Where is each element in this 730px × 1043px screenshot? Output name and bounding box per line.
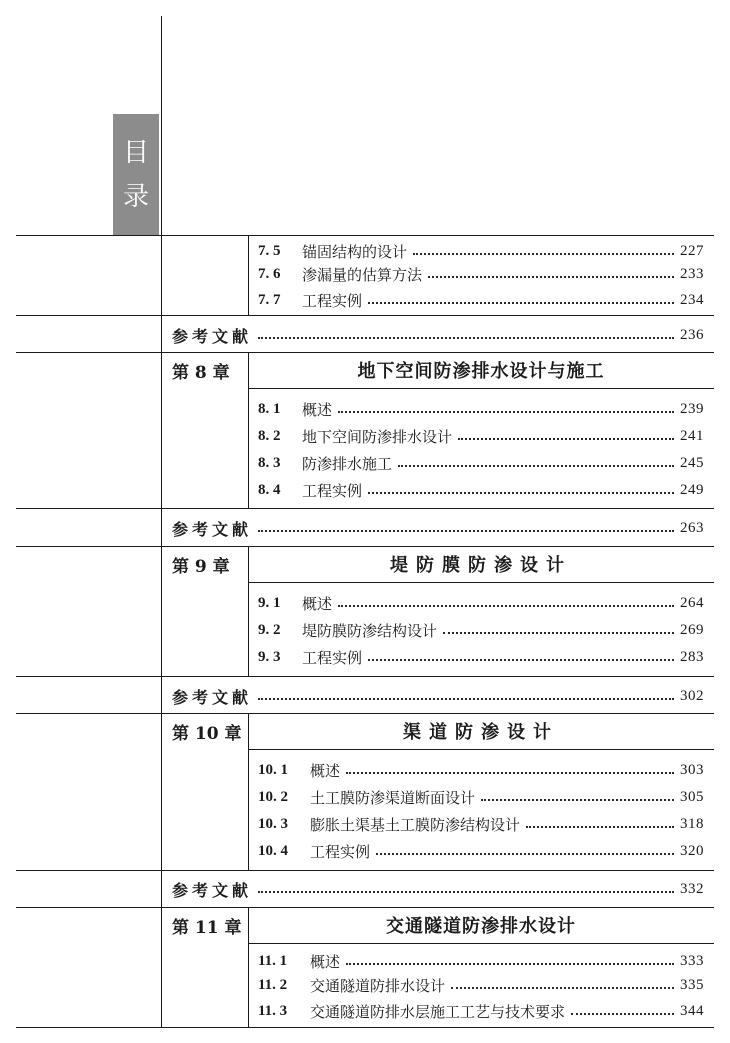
leader-dots <box>481 799 674 801</box>
page-number: 249 <box>680 481 704 498</box>
toc-entry[interactable] <box>258 646 704 668</box>
page-number: 263 <box>680 519 704 536</box>
section-number: 7. 5 <box>258 242 281 259</box>
references-title: 参考文献 <box>172 687 253 707</box>
toc-entry[interactable] <box>258 240 704 262</box>
chapter-title[interactable]: 渠道防渗设计 <box>403 722 559 743</box>
tab-char-1: 目 <box>122 137 149 168</box>
page-number: 233 <box>680 265 704 282</box>
toc-entry[interactable] <box>258 479 704 501</box>
section-title: 防渗排水施工 <box>302 454 393 473</box>
section-title: 土工膜防渗渠道断面设计 <box>310 788 476 807</box>
rule-ch10-bottom <box>248 749 714 750</box>
rule-top <box>16 235 714 236</box>
toc-entry[interactable] <box>258 1000 704 1022</box>
section-number: 8. 4 <box>258 481 281 498</box>
toc-entry[interactable] <box>258 950 704 972</box>
rule-ref9-top <box>16 676 714 677</box>
section-title: 工程实例 <box>302 291 363 310</box>
chapter-title[interactable]: 堤防膜防渗设计 <box>390 555 572 576</box>
rule-ch8-bottom <box>248 388 714 389</box>
toc-entry[interactable] <box>258 840 704 862</box>
section-title: 概述 <box>302 594 333 613</box>
section-title: 工程实例 <box>302 481 363 500</box>
chapter-label: 第 8 章 <box>172 362 230 383</box>
leader-dots <box>258 891 674 893</box>
tab-char-2: 录 <box>122 181 149 212</box>
references-title: 参考文献 <box>172 880 253 900</box>
chapter-label: 第 10 章 <box>172 723 242 744</box>
toc-entry[interactable] <box>258 592 704 614</box>
page-number: 318 <box>680 815 704 832</box>
section-number: 9. 2 <box>258 621 281 638</box>
page-number: 344 <box>680 1002 704 1019</box>
section-title: 膨胀土渠基土工膜防渗结构设计 <box>310 815 521 834</box>
leader-dots <box>368 492 674 494</box>
section-title: 交通隧道防排水设计 <box>310 976 446 995</box>
section-number: 9. 3 <box>258 648 281 665</box>
rule-ref7-top <box>16 315 714 316</box>
section-number: 11. 3 <box>258 1002 288 1019</box>
section-title: 地下空间防渗排水设计 <box>302 427 453 446</box>
page-number: 303 <box>680 761 704 778</box>
page-number: 239 <box>680 400 704 417</box>
leader-dots <box>338 605 674 607</box>
page-number: 264 <box>680 594 704 611</box>
main-vertical-rule <box>161 16 162 1027</box>
section-title: 交通隧道防排水层施工工艺与技术要求 <box>310 1002 566 1021</box>
leader-dots <box>258 698 674 700</box>
leader-dots <box>368 302 674 304</box>
section-number: 7. 7 <box>258 291 281 308</box>
section-title: 锚固结构的设计 <box>302 242 408 261</box>
section-number: 10. 3 <box>258 815 288 832</box>
chapter-label: 第 11 章 <box>172 917 242 938</box>
leader-dots <box>258 530 674 532</box>
leader-dots <box>338 411 674 413</box>
chapter-title[interactable]: 地下空间防渗排水设计与施工 <box>357 361 605 382</box>
page-number: 269 <box>680 621 704 638</box>
toc-entry[interactable] <box>258 425 704 447</box>
page-number: 332 <box>680 880 704 897</box>
page-number: 245 <box>680 454 704 471</box>
references-entry[interactable] <box>172 516 704 540</box>
section-number: 8. 1 <box>258 400 281 417</box>
section-number: 11. 1 <box>258 952 288 969</box>
chapter-title[interactable]: 交通隧道防渗排水设计 <box>386 916 576 937</box>
leader-dots <box>368 659 674 661</box>
leader-dots <box>346 963 674 965</box>
page-number: 236 <box>680 326 704 343</box>
leader-dots <box>526 826 674 828</box>
toc-entry[interactable] <box>258 263 704 285</box>
section-number: 10. 1 <box>258 761 288 778</box>
leader-dots <box>443 632 674 634</box>
toc-entry[interactable] <box>258 398 704 420</box>
rule-ref10-top <box>16 870 714 871</box>
section-number: 7. 6 <box>258 265 281 282</box>
section-number: 11. 2 <box>258 976 288 993</box>
page-number: 227 <box>680 242 704 259</box>
page-number: 335 <box>680 976 704 993</box>
section-title: 概述 <box>310 761 341 780</box>
section-title: 工程实例 <box>310 842 371 861</box>
section-number: 8. 2 <box>258 427 281 444</box>
references-title: 参考文献 <box>172 326 253 346</box>
rule-ch11-bottom <box>248 943 714 944</box>
section-number: 8. 3 <box>258 454 281 471</box>
page-number: 320 <box>680 842 704 859</box>
leader-dots <box>346 772 674 774</box>
section-number: 9. 1 <box>258 594 281 611</box>
page-number: 305 <box>680 788 704 805</box>
section-title: 堤防膜防渗结构设计 <box>302 621 438 640</box>
leader-dots <box>571 1013 674 1015</box>
references-entry[interactable] <box>172 877 704 901</box>
page-number: 333 <box>680 952 704 969</box>
rule-ref8-top <box>16 508 714 509</box>
toc-entry[interactable] <box>258 619 704 641</box>
toc-entry[interactable] <box>258 289 704 311</box>
page-number: 234 <box>680 291 704 308</box>
section-number: 10. 4 <box>258 842 288 859</box>
page-number: 241 <box>680 427 704 444</box>
leader-dots <box>258 337 674 339</box>
chapter-label: 第 9 章 <box>172 556 230 577</box>
section-title: 概述 <box>302 400 333 419</box>
rule-bottom <box>16 1027 714 1028</box>
contents-side-tab <box>113 114 159 235</box>
page-number: 283 <box>680 648 704 665</box>
leader-dots <box>451 987 674 989</box>
page-number: 302 <box>680 687 704 704</box>
section-title: 概述 <box>310 952 341 971</box>
toc-entry[interactable] <box>258 759 704 781</box>
section-vertical-rule-7 <box>248 235 249 315</box>
leader-dots <box>458 438 674 440</box>
references-title: 参考文献 <box>172 519 253 539</box>
leader-dots <box>376 853 674 855</box>
section-title: 渗漏量的估算方法 <box>302 265 423 284</box>
rule-ch9-bottom <box>248 582 714 583</box>
toc-entry[interactable] <box>258 974 704 996</box>
leader-dots <box>428 276 674 278</box>
leader-dots <box>398 465 674 467</box>
references-entry[interactable] <box>172 323 704 347</box>
section-number: 10. 2 <box>258 788 288 805</box>
toc-entry[interactable] <box>258 452 704 474</box>
references-entry[interactable] <box>172 684 704 708</box>
leader-dots <box>413 253 674 255</box>
toc-entry[interactable] <box>258 786 704 808</box>
section-title: 工程实例 <box>302 648 363 667</box>
toc-entry[interactable] <box>258 813 704 835</box>
